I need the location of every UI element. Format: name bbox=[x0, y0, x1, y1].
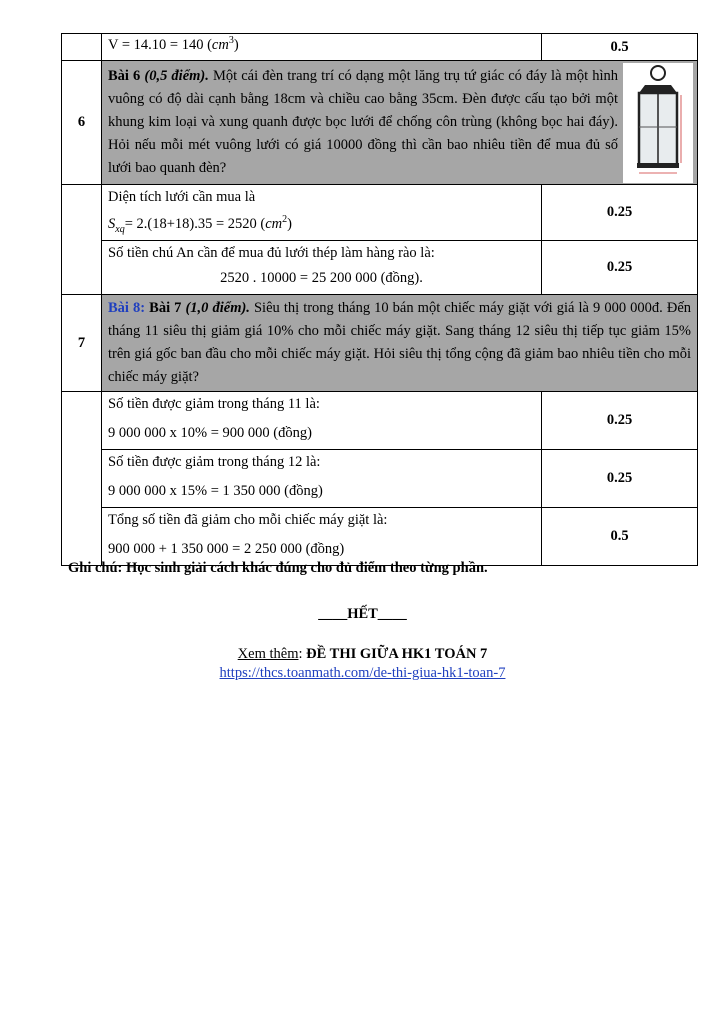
question-text: Siêu thị trong tháng 10 bán một chiếc máy giặt với giá là 9 000 000đ. Đến tháng 11 siêu thị giảm giá 10% cho mỗi chiếc máy giặt. Sang tháng 12 siêu thị tiếp tục giảm 15% trên giá gốc ban đầu cho mỗi chiếc máy giặt. Hỏi siêu thị tổng cộng đã giảm bao nhiêu tiền cho mỗi chiếc máy giặt? bbox=[108, 300, 692, 385]
score-cell: 0.5 bbox=[542, 508, 698, 566]
score-cell: 0.25 bbox=[542, 241, 698, 295]
solution-cell: V = 14.10 = 140 $(cm^3)$ bbox=[102, 34, 542, 61]
question-label: Bài 6 bbox=[108, 68, 141, 84]
question-number-cell bbox=[62, 185, 102, 295]
solution-cell: Diện tích lưới cần mua là $S_{xq}= 2.(18+18).35 = 2520$ $(cm^2)$ bbox=[102, 185, 542, 241]
solution-cell: Số tiền chú An cần để mua đủ lưới thép làm hàng rào là: 2520 . 10000 = 25 200 000 (đồng). bbox=[102, 241, 542, 295]
table-row bbox=[62, 185, 698, 241]
see-more-label: Xem thêm bbox=[237, 646, 299, 662]
question-label: Bài 7 bbox=[145, 300, 182, 316]
see-more-title: ĐỀ THI GIỮA HK1 TOÁN 7 bbox=[306, 646, 488, 662]
question-text: Một cái đèn trang trí có dạng một lăng trụ tứ giác có đáy là một hình vuông có độ dài cạnh bằng 18cm và chiều cao bằng 35cm. Đèn được cấu tạo bởi một khung kim loại và xung quanh được bọc lưới để chống côn trùng (không bọc hai đáy). Hỏi nếu mỗi mét vuông lưới có giá 10000 đồng thì cần bao nhiêu tiền để mua đủ số lưới bao quanh đèn? bbox=[108, 68, 619, 176]
table-row bbox=[62, 508, 698, 566]
grading-note: Ghi chú: Học sinh giải cách khác đúng cho đủ điểm theo từng phần. bbox=[68, 560, 488, 576]
table-row bbox=[62, 450, 698, 508]
end-marker: ____HẾT____ bbox=[318, 606, 407, 622]
question-row bbox=[62, 61, 698, 185]
table-row bbox=[62, 34, 698, 61]
question-number: 6 bbox=[62, 61, 102, 185]
question-cell bbox=[102, 295, 698, 392]
question-number-cell bbox=[62, 392, 102, 566]
solution-cell: Số tiền được giảm trong tháng 12 là: 9 000 000 x 15% = 1 350 000 (đồng) bbox=[102, 450, 542, 508]
score-cell: 0.25 bbox=[542, 450, 698, 508]
score-cell: 0.5 bbox=[542, 34, 698, 61]
score-cell: 0.25 bbox=[542, 392, 698, 450]
table-row bbox=[62, 392, 698, 450]
question-label-old: Bài 8: bbox=[108, 300, 146, 316]
question-points: (1,0 điểm). bbox=[181, 300, 250, 316]
solution-cell: Tổng số tiền đã giảm cho mỗi chiếc máy giặt là: 900 000 + 1 350 000 = 2 250 000 (đồng) bbox=[102, 508, 542, 566]
solution-table bbox=[61, 33, 698, 566]
question-cell bbox=[102, 61, 698, 185]
see-more-link[interactable]: https://thcs.toanmath.com/de-thi-giua-hk1-toan-7 bbox=[219, 665, 506, 681]
solution-cell: Số tiền được giảm trong tháng 11 là: 9 000 000 x 10% = 900 000 (đồng) bbox=[102, 392, 542, 450]
see-more: Xem thêm: ĐỀ THI GIỮA HK1 TOÁN 7 bbox=[237, 646, 488, 662]
question-number: 7 bbox=[62, 295, 102, 392]
score-cell: 0.25 bbox=[542, 185, 698, 241]
lantern-image bbox=[623, 63, 693, 183]
question-row bbox=[62, 295, 698, 392]
table-row bbox=[62, 241, 698, 295]
question-number-cell bbox=[62, 34, 102, 61]
question-points: (0,5 điểm). bbox=[144, 68, 209, 84]
